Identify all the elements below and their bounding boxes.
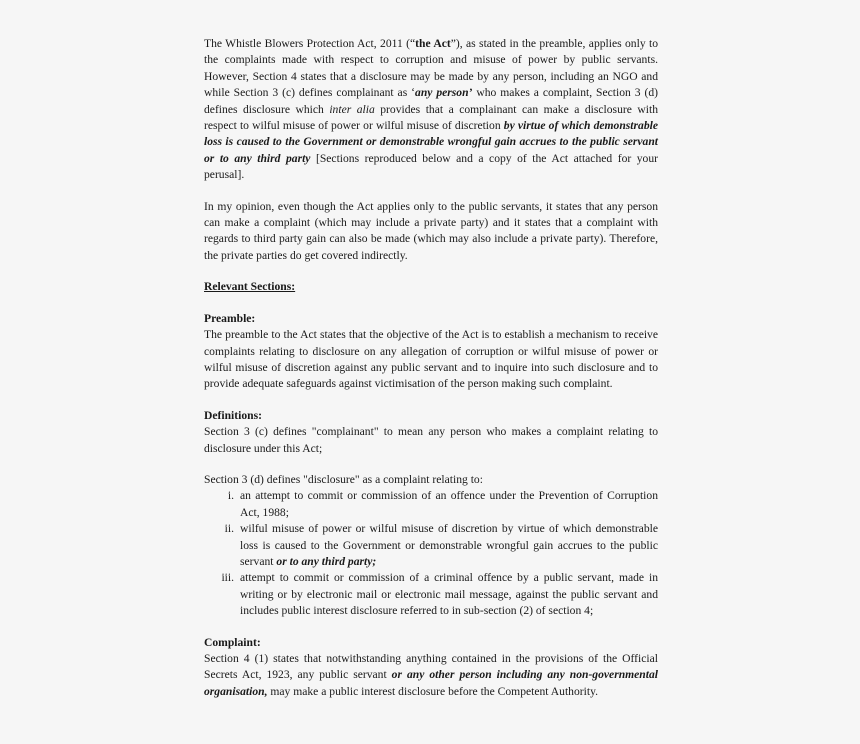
relevant-sections-heading: Relevant Sections: <box>204 280 296 294</box>
preamble-text: The preamble to the Act states that the objective of the Act is to establish a mechanism to receive complaints relating to disclosure on any allegation of corruption or wilful misuse of power or wilful misuse of discretion against any public servant and to inquire into such disclosure and to provide adequate safeguards against victimisation of the person making such complaint. <box>204 328 658 391</box>
document-page <box>204 36 658 700</box>
latin-term: inter alia <box>329 102 375 116</box>
list-item: i. an attempt to commit or commission of an offence under the Prevention of Corruption Act, 1988; <box>227 489 658 519</box>
complaint-heading: Complaint: <box>204 635 261 649</box>
list-item: iii. attempt to commit or commission of a criminal offence by a public servant, made in writing or by electronic mail or electronic mail message, against the public servant and includes public interest disclosure referred to in sub-section (2) of section 4; <box>221 571 658 618</box>
intro-paragraph: The Whistle Blowers Protection Act, 2011 (“the Act”), as stated in the preamble, applies only to the complaints made with respect to corruption and misuse of power by public servants. However, Section 4 states that a disclosure may be made by any person, including an NGO and while Section 3 (c) defines complainant as ‘any person’ who makes a complaint, Section 3 (d) defines disclosure which inter alia provides that a complainant can make a disclosure with respect to wilful misuse of power or wilful misuse of discretion by virtue of which demonstrable loss is caused to the Government or demonstrable wrongful gain accrues to the public servant or to any third party [Sections reproduced below and a copy of the Act attached for your perusal]. <box>204 37 659 182</box>
list-item: ii. wilful misuse of power or wilful misuse of discretion by virtue of which demonstrable loss is caused to the Government or demonstrable wrongful gain accrues to the public servant or to any third party; <box>224 522 658 568</box>
opinion-paragraph: In my opinion, even though the Act applies only to the public servants, it states that any person can make a complaint (which may include a private party) and it states that a complaint with regards to third party gain can also be made (which may also include a private party). Therefore, the private parties do get covered indirectly. <box>204 199 658 262</box>
definitions-heading: Definitions: <box>204 408 262 422</box>
definition-disclosure: Section 3 (d) defines "disclosure" as a complaint relating to: <box>204 472 483 486</box>
disclosure-list <box>204 488 658 619</box>
preamble-heading: Preamble: <box>204 311 256 325</box>
definition-complainant: Section 3 (c) defines "complainant" to mean any person who makes a complaint relating to disclosure under this Act; <box>204 425 658 455</box>
defined-term: the Act <box>415 37 451 50</box>
complaint-text: Section 4 (1) states that notwithstanding anything contained in the provisions of the Official Secrets Act, 1923, any public servant or any other person including any non-governmental organisation, may make a public interest disclosure before the Competent Authority. <box>204 652 658 698</box>
emphasis-third-party: by virtue of which demonstrable loss is caused to the Government or demonstrable wrongful gain accrues to the public servant or to any third party <box>204 119 658 165</box>
emphasis-any-person: any person’ <box>415 86 473 100</box>
